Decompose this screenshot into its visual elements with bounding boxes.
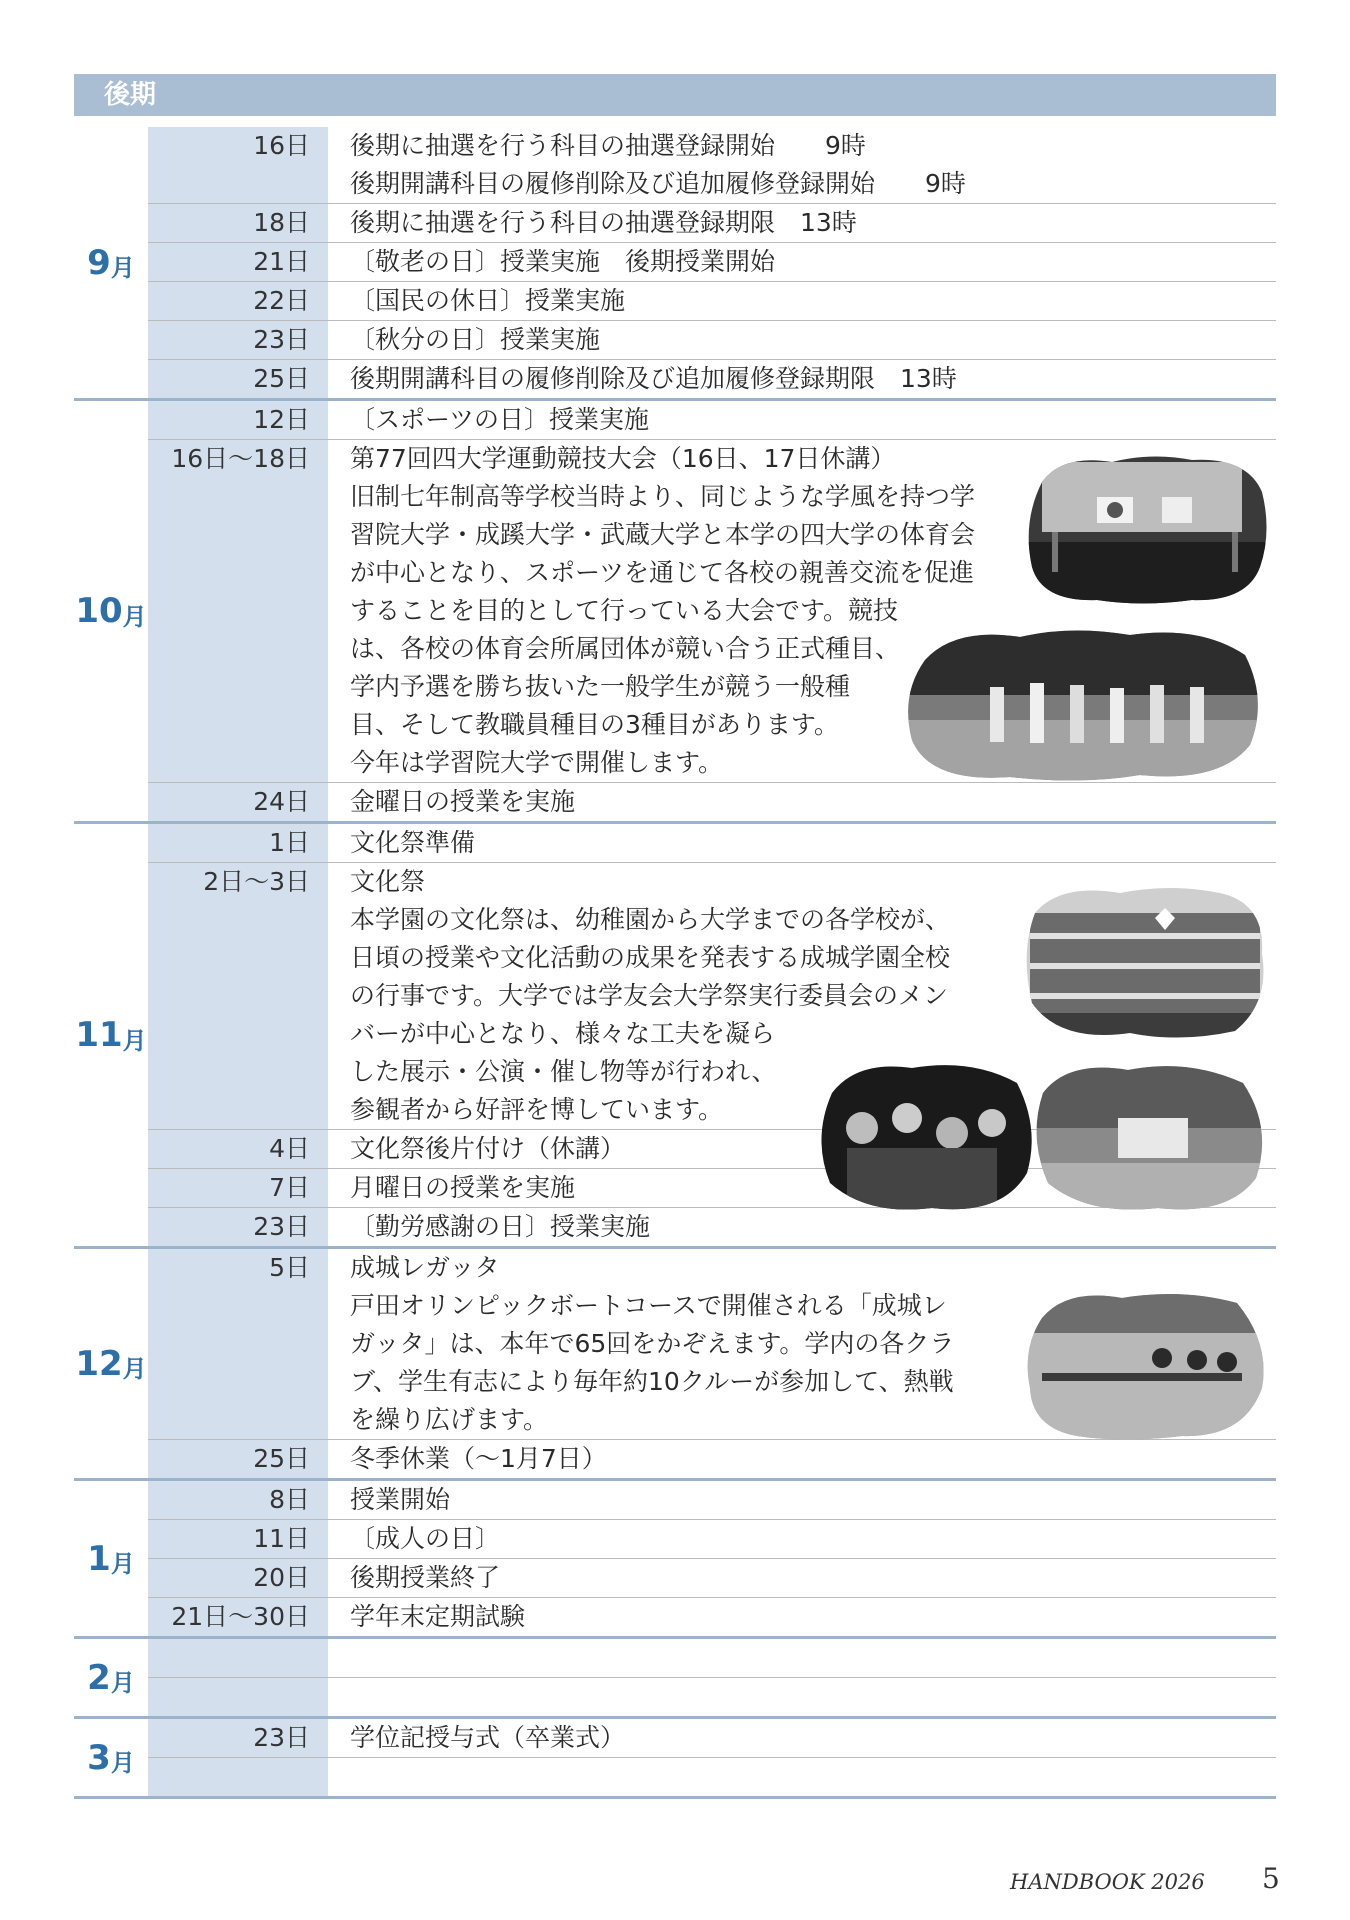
- month-block: [74, 127, 1276, 401]
- event-text-line: 習院大学・成蹊大学・武蔵大学と本学の四大学の体育会: [350, 520, 976, 549]
- month-unit: 月: [110, 254, 135, 282]
- event-day: 18日: [148, 204, 328, 242]
- event-description: [328, 1758, 1276, 1796]
- event-text-line: 〔敬老の日〕授業実施 後期授業開始: [350, 247, 776, 276]
- event-text-line: 学内予選を勝ち抜いた一般学生が競う一般種: [350, 672, 851, 701]
- month-label: [74, 1249, 148, 1478]
- month-number: 10: [75, 591, 123, 631]
- event-text-line: することを目的として行っている大会です。競技: [350, 596, 899, 625]
- event-text-line: 〔国民の休日〕授業実施: [350, 286, 626, 315]
- event-row: [148, 204, 1276, 243]
- month-unit: 月: [122, 1026, 147, 1055]
- event-day: 1日: [148, 824, 328, 862]
- festival-stalls-photo: [1028, 1058, 1270, 1216]
- event-description: [328, 1520, 1276, 1558]
- section-header: [74, 74, 1276, 116]
- event-day: 12日: [148, 401, 328, 439]
- month-label: [74, 1481, 148, 1636]
- event-day: 11日: [148, 1520, 328, 1558]
- event-day: 7日: [148, 1169, 328, 1207]
- event-text-line: 後期開講科目の履修削除及び追加履修登録開始 9時: [350, 169, 966, 198]
- event-text-line: が中心となり、スポーツを通じて各校の親善交流を促進: [350, 558, 975, 587]
- event-text-line: 授業開始: [350, 1485, 451, 1514]
- month-unit: 月: [110, 1749, 135, 1777]
- event-description: [328, 127, 1276, 203]
- event-text-line: 目、そして教職員種目の3種目があります。: [350, 710, 839, 739]
- event-day: 25日: [148, 1440, 328, 1478]
- month-label: [74, 1719, 148, 1796]
- event-text-line: 今年は学習院大学で開催します。: [350, 748, 724, 777]
- month-unit: 月: [110, 1550, 135, 1578]
- month-number: 2: [87, 1657, 111, 1698]
- event-day: [148, 1678, 328, 1716]
- event-day: 23日: [148, 1208, 328, 1246]
- event-text-line: 後期に抽選を行う科目の抽選登録期限 13時: [350, 208, 857, 237]
- event-day: 8日: [148, 1481, 328, 1519]
- event-description: [328, 1440, 1276, 1478]
- month-block: [74, 1639, 1276, 1719]
- event-day: 25日: [148, 360, 328, 398]
- event-day: 16日: [148, 127, 328, 203]
- event-row: [148, 1758, 1276, 1796]
- event-text-line: ガッタ」は、本年で65回をかぞえます。学内の各クラ: [350, 1329, 955, 1358]
- event-row: [148, 1481, 1276, 1520]
- event-description: [328, 1678, 1276, 1716]
- month-label: [74, 401, 148, 821]
- event-text-line: は、各校の体育会所属団体が競い合う正式種目、: [350, 634, 901, 663]
- event-description: [328, 1598, 1276, 1636]
- event-day: 21日～30日: [148, 1598, 328, 1636]
- month-block: [74, 1481, 1276, 1639]
- festival-building-photo: [1020, 883, 1270, 1043]
- event-description: [328, 783, 1276, 821]
- event-day: 24日: [148, 783, 328, 821]
- event-row: [148, 783, 1276, 821]
- event-text-line: 金曜日の授業を実施: [350, 787, 576, 816]
- event-text-line: を繰り広げます。: [350, 1405, 549, 1434]
- month-label: [74, 1639, 148, 1716]
- event-text-line: 参観者から好評を博しています。: [350, 1095, 724, 1124]
- event-row: [148, 824, 1276, 863]
- event-description: [328, 1719, 1276, 1757]
- event-text-line: 日頃の授業や文化活動の成果を発表する成城学園全校: [350, 943, 951, 972]
- regatta-rowing-photo: [1022, 1288, 1270, 1443]
- event-description: [328, 321, 1276, 359]
- event-text-line: [350, 1678, 1276, 1716]
- event-description: [328, 243, 1276, 281]
- event-description: [328, 401, 1276, 439]
- month-unit: 月: [122, 1355, 147, 1383]
- event-day: 5日: [148, 1249, 328, 1439]
- ceremony-photo: [1022, 452, 1270, 607]
- event-row: [148, 282, 1276, 321]
- section-title: 後期: [104, 80, 157, 110]
- event-description: [328, 824, 1276, 862]
- event-text-line: 月曜日の授業を実施: [350, 1173, 576, 1202]
- event-text-line: の行事です。大学では学友会大学祭実行委員会のメン: [350, 981, 949, 1010]
- event-description: [328, 1639, 1276, 1677]
- event-row: [148, 1719, 1276, 1758]
- month-number: 9: [87, 242, 111, 283]
- month-block: [74, 1719, 1276, 1799]
- event-text-line: 〔スポーツの日〕授業実施: [350, 405, 650, 434]
- event-description: [328, 282, 1276, 320]
- event-text-line: 後期開講科目の履修削除及び追加履修登録期限 13時: [350, 364, 957, 393]
- event-day: [148, 1758, 328, 1796]
- month-number: 1: [87, 1538, 111, 1579]
- event-text-line: 第77回四大学運動競技大会（16日、17日休講）: [350, 444, 896, 473]
- event-row: [148, 1678, 1276, 1716]
- event-text-line: 〔勤労感謝の日〕授業実施: [350, 1212, 651, 1241]
- month-unit: 月: [110, 1669, 135, 1697]
- event-text-line: 〔成人の日〕: [350, 1524, 501, 1553]
- event-row: [148, 1598, 1276, 1636]
- month-number: 12: [75, 1343, 123, 1384]
- event-day: 23日: [148, 321, 328, 359]
- month-number: 3: [87, 1737, 111, 1778]
- athletics-race-photo: [900, 625, 1268, 785]
- footer-handbook-label: HANDBOOK 2026: [1010, 1870, 1205, 1894]
- event-text-line: 学位記授与式（卒業式）: [350, 1723, 626, 1752]
- event-text-line: 戸田オリンピックボートコースで開催される「成城レ: [350, 1291, 947, 1320]
- month-unit: 月: [122, 602, 147, 631]
- event-text-line: [350, 1639, 1276, 1677]
- event-text-line: 文化祭準備: [350, 828, 476, 857]
- event-row: [148, 321, 1276, 360]
- event-day: 23日: [148, 1719, 328, 1757]
- event-description: [328, 1559, 1276, 1597]
- event-row: [148, 1639, 1276, 1678]
- footer-page-number: 5: [1262, 1862, 1280, 1895]
- event-row: [148, 1440, 1276, 1478]
- month-label: [74, 127, 148, 398]
- event-text-line: 成城レガッタ: [350, 1253, 500, 1282]
- event-description: [328, 360, 1276, 398]
- event-description: [328, 1481, 1276, 1519]
- event-row: [148, 401, 1276, 440]
- event-row: [148, 360, 1276, 398]
- event-text-line: した展示・公演・催し物等が行われ、: [350, 1057, 777, 1086]
- event-row: [148, 1520, 1276, 1559]
- event-day: 4日: [148, 1130, 328, 1168]
- month-label: [74, 824, 148, 1246]
- event-text-line: 冬季休業（～1月7日）: [350, 1444, 607, 1473]
- event-text-line: [350, 1758, 1276, 1796]
- event-text-line: 後期授業終了: [350, 1563, 501, 1592]
- event-text-line: 後期に抽選を行う科目の抽選登録開始 9時: [350, 131, 866, 160]
- event-day: 2日～3日: [148, 863, 328, 1129]
- event-text-line: 〔秋分の日〕授業実施: [350, 325, 601, 354]
- month-number: 11: [75, 1015, 123, 1055]
- event-row: [148, 243, 1276, 282]
- event-text-line: 文化祭: [350, 867, 426, 896]
- event-text-line: バーが中心となり、様々な工夫を凝ら: [350, 1019, 776, 1048]
- festival-crowd-photo: [812, 1058, 1037, 1216]
- event-day: [148, 1639, 328, 1677]
- event-day: 16日～18日: [148, 440, 328, 782]
- event-day: 21日: [148, 243, 328, 281]
- event-row: [148, 127, 1276, 204]
- event-text-line: 本学園の文化祭は、幼稚園から大学までの各学校が、: [350, 905, 951, 934]
- event-description: [328, 204, 1276, 242]
- event-text-line: 旧制七年制高等学校当時より、同じような学風を持つ学: [350, 482, 976, 511]
- event-row: [148, 1559, 1276, 1598]
- event-day: 20日: [148, 1559, 328, 1597]
- event-text-line: 文化祭後片付け（休講）: [350, 1134, 626, 1163]
- event-text-line: ブ、学生有志により毎年約10クルーが参加して、熱戦: [350, 1367, 954, 1396]
- event-day: 22日: [148, 282, 328, 320]
- event-text-line: 学年末定期試験: [350, 1602, 526, 1631]
